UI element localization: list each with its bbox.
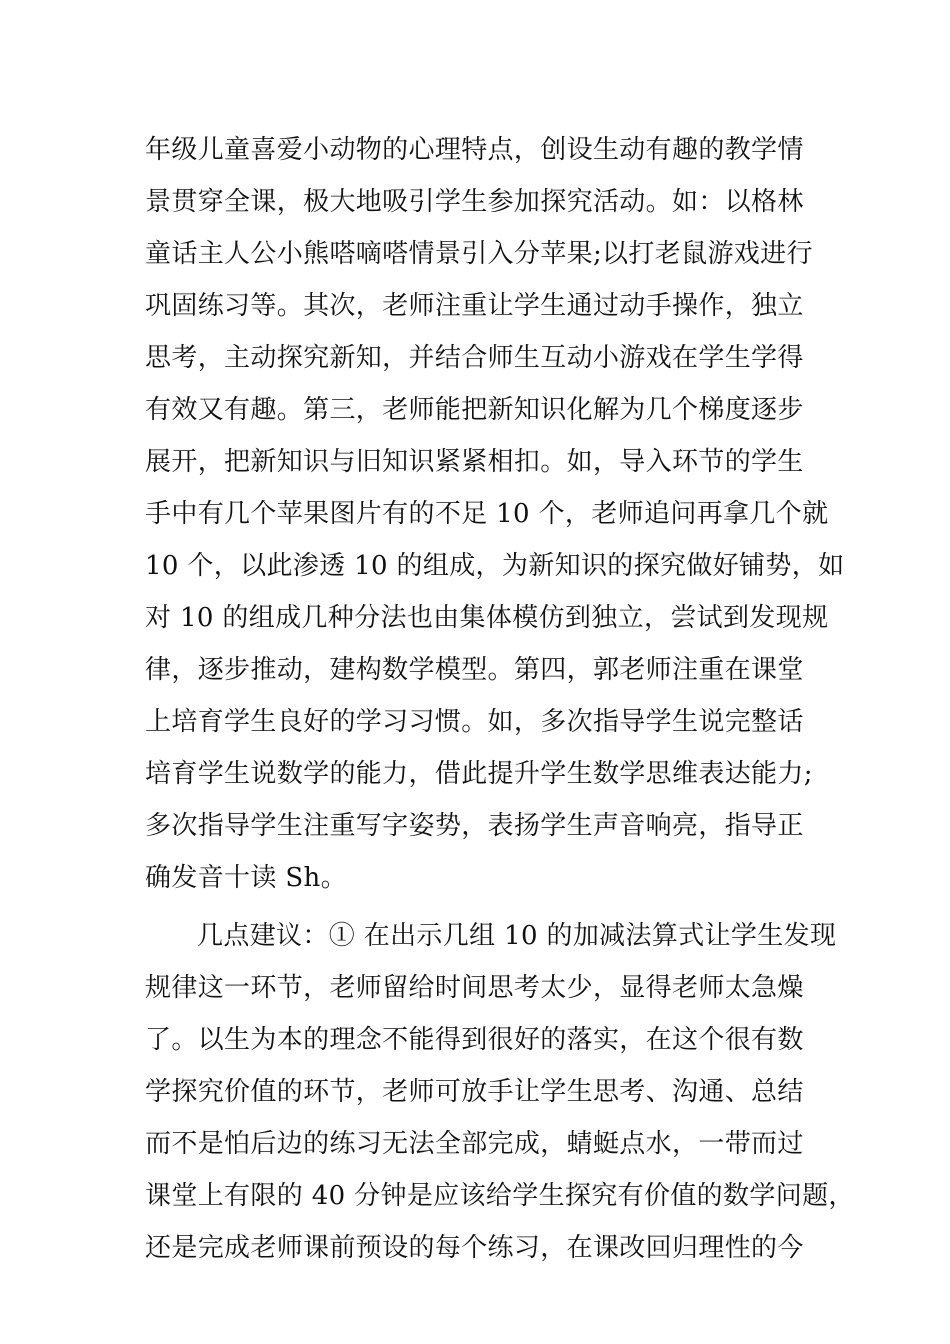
text-line: 多次指导学生注重写字姿势，表扬学生声音响亮，指导正 <box>145 811 804 841</box>
text-line: 年级儿童喜爱小动物的心理特点，创设生动有趣的教学情 <box>145 135 804 165</box>
document-body <box>145 124 855 1274</box>
text-line: 规律这一环节，老师留给时间思考太少，显得老师太急燥 <box>145 973 804 1003</box>
text-line: 手中有几个苹果图片有的不足 10 个，老师追问再拿几个就 <box>145 499 829 529</box>
text-line: 学探究价值的环节，老师可放手让学生思考、沟通、总结 <box>145 1077 804 1107</box>
text-line: 思考，主动探究新知，并结合师生互动小游戏在学生学得 <box>145 343 804 373</box>
text-line: 有效又有趣。第三，老师能把新知识化解为几个梯度逐步 <box>145 395 804 425</box>
text-line: 培育学生说数学的能力，借此提升学生数学思维表达能力; <box>145 759 813 789</box>
text-line: 巩固练习等。其次，老师注重让学生通过动手操作，独立 <box>145 291 804 321</box>
text-line: 上培育学生良好的学习习惯。如，多次指导学生说完整话 <box>145 707 804 737</box>
text-line: 10 个，以此渗透 10 的组成，为新知识的探究做好铺势，如 <box>145 551 845 581</box>
paragraph-2 <box>145 910 855 1274</box>
text-line: 而不是怕后边的练习无法全部完成，蜻蜓点水，一带而过 <box>145 1129 804 1159</box>
text-line: 了。以生为本的理念不能得到很好的落实，在这个很有数 <box>145 1025 804 1055</box>
text-line: 课堂上有限的 40 分钟是应该给学生探究有价值的数学问题， <box>145 1181 855 1211</box>
paragraph-1 <box>145 124 845 904</box>
text-line: 确发音十读 Sh。 <box>145 863 347 893</box>
text-line: 对 10 的组成几种分法也由集体模仿到独立，尝试到发现规 <box>145 603 829 633</box>
text-line: 几点建议：① 在出示几组 10 的加减法算式让学生发现 <box>197 921 837 951</box>
text-line: 还是完成老师课前预设的每个练习，在课改回归理性的今 <box>145 1233 804 1263</box>
text-line: 展开，把新知识与旧知识紧紧相扣。如，导入环节的学生 <box>145 447 804 477</box>
text-line: 童话主人公小熊嗒嘀嗒情景引入分苹果;以打老鼠游戏进行 <box>145 239 813 269</box>
text-line: 律，逐步推动，建构数学模型。第四，郭老师注重在课堂 <box>145 655 804 685</box>
text-line: 景贯穿全课，极大地吸引学生参加探究活动。如：以格林 <box>145 187 804 217</box>
